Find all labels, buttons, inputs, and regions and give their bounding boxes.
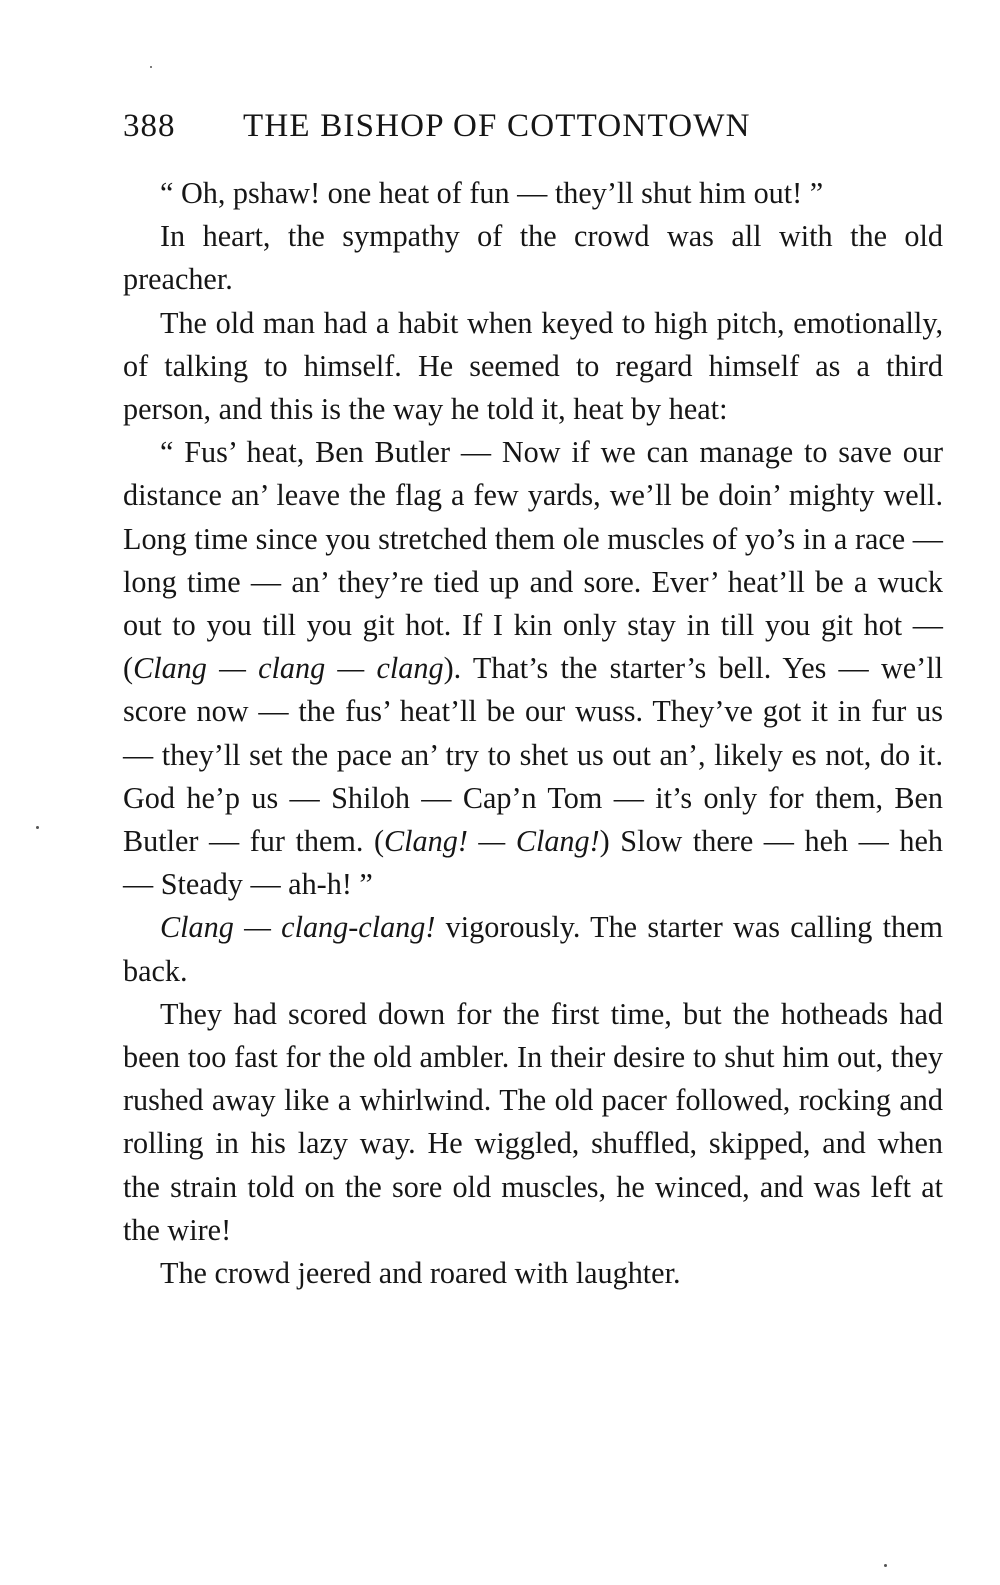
running-head — [123, 108, 943, 152]
italic-text-run: Clang — clang-clang! — [160, 910, 436, 945]
book-page — [123, 108, 943, 1295]
print-speck — [884, 1564, 887, 1567]
page-number: 388 — [123, 108, 176, 144]
print-speck — [36, 826, 39, 829]
italic-text-run: Clang! — Clang! — [384, 824, 600, 859]
text-run: They had scored down for the first time, but the hotheads had been too fast for the old ambler. In their desire to shut him out, they rushed away like a whirlwind. The old pacer followed, rocking and rolling in his lazy way. He wiggled, shuffled, skipped, and when the strain told on the sore old muscles, he winced, and was left at the wire! — [123, 996, 943, 1247]
running-title: THE BISHOP OF COTTONTOWN — [243, 108, 751, 144]
text-run: In heart, the sympathy of the crowd was all with the old preacher. — [123, 219, 943, 297]
paragraph — [123, 215, 943, 301]
paragraph — [123, 172, 943, 215]
text-run: The crowd jeered and roared with laughter. — [160, 1256, 681, 1291]
italic-text-run: Clang — clang — clang — [133, 651, 444, 686]
text-run: “ Fus’ heat, Ben Butler — Now if we can manage to save our distance an’ leave the flag a few yards, we’ll be doin’ mighty well. Long time since you stretched them ole muscles of yo’s in a race — long time — an’ they’re tied up and sore. Ever’ heat’ll be a wuck out to you till you git hot. If I kin only stay in till you git hot — ( — [123, 435, 943, 686]
body-text — [123, 172, 943, 1295]
print-speck — [150, 66, 152, 68]
paragraph — [123, 906, 943, 992]
text-run: “ Oh, pshaw! one heat of fun — they’ll shut him out! ” — [160, 176, 824, 210]
text-run: vigorously. The starter was calling them back. — [123, 910, 943, 988]
paragraph — [123, 431, 943, 906]
text-run: ). That’s the starter’s bell. Yes — we’ll score now — the fus’ heat’ll be our wuss. They’ve got it in fur us — they’ll set the pace an’ try to shet us out an’, likely es not, do it. God he’p us — Shiloh — Cap’n Tom — it’s only for them, Ben Butler — fur them. ( — [123, 651, 943, 859]
paragraph — [123, 302, 943, 432]
paragraph — [123, 993, 943, 1252]
paragraph — [123, 1252, 943, 1295]
text-run: ) Slow there — heh — heh — Steady — ah-h! ” — [123, 824, 943, 902]
text-run: The old man had a habit when keyed to high pitch, emotionally, of talking to himself. He seemed to regard himself as a third person, and this is the way he told it, heat by heat: — [123, 305, 943, 427]
